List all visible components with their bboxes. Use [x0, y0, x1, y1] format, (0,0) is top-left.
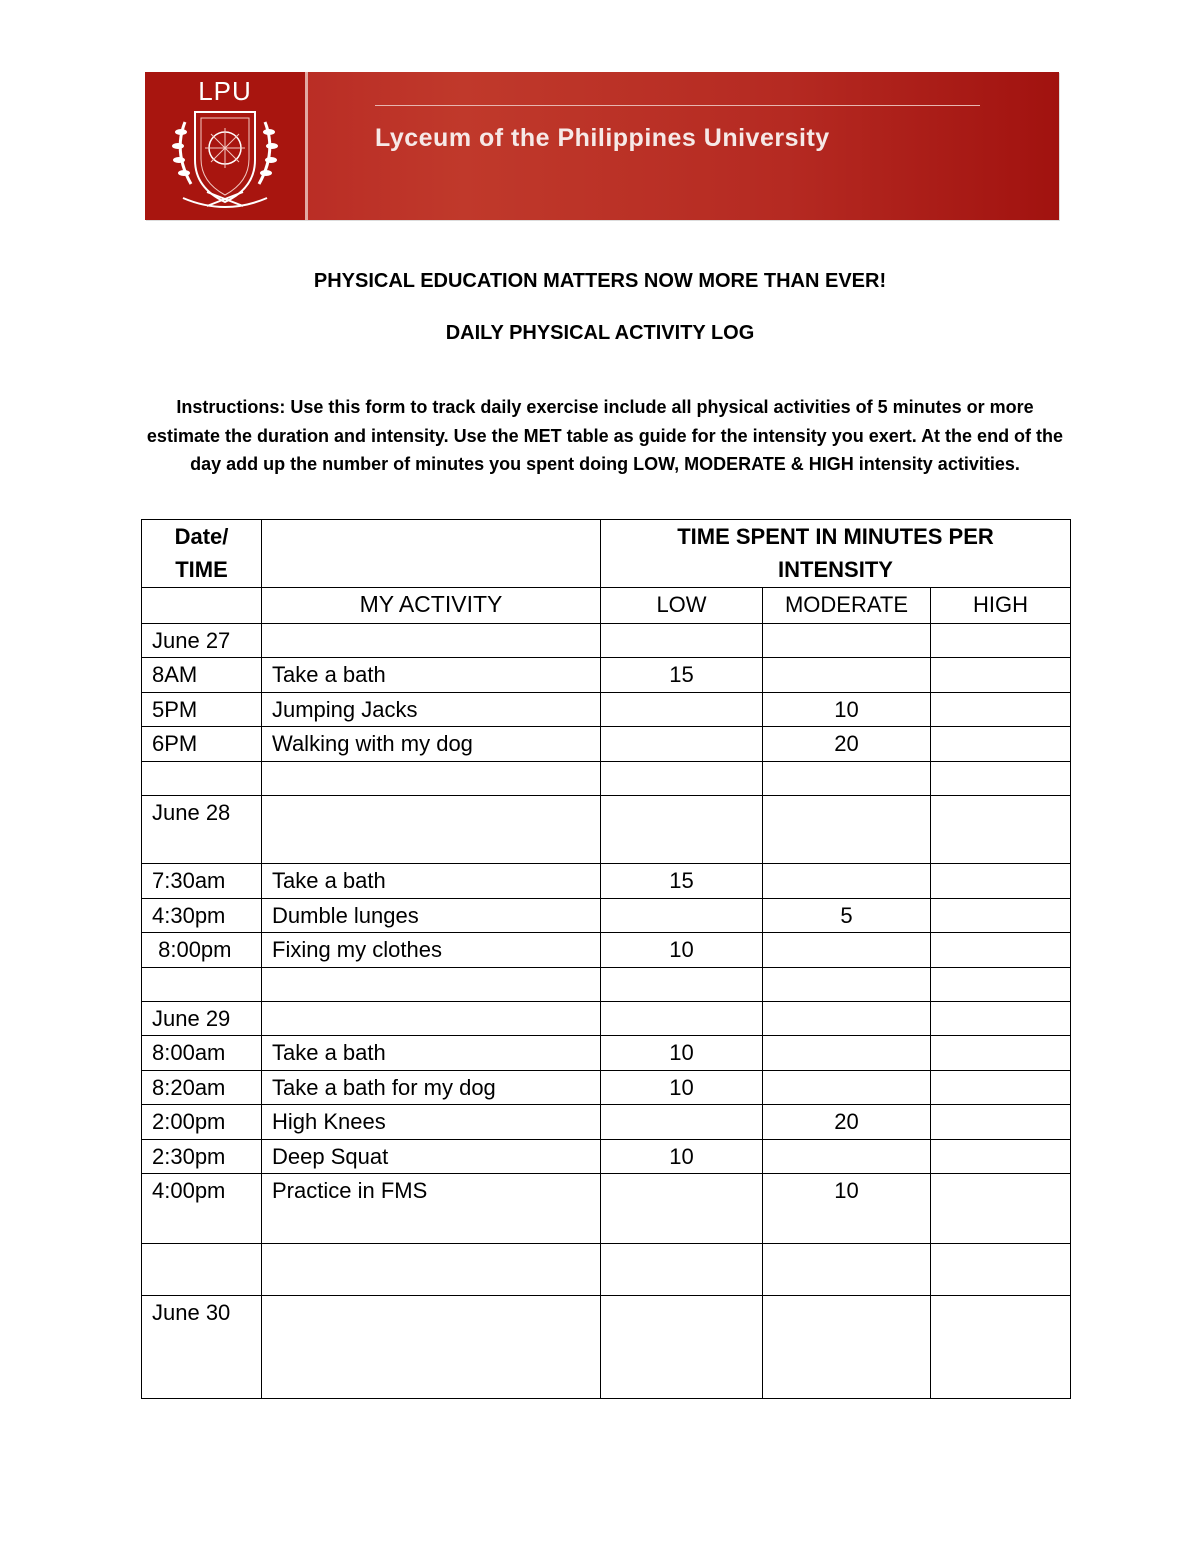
table-row — [142, 1036, 1071, 1071]
table-row — [142, 1140, 1071, 1174]
cell-time — [142, 762, 262, 796]
cell-activity: Walking with my dog — [262, 727, 601, 762]
cell-moderate — [763, 1140, 931, 1174]
cell-moderate — [763, 1002, 931, 1036]
cell-time: June 28 — [142, 796, 262, 864]
cell-high — [931, 933, 1071, 968]
cell-moderate — [763, 933, 931, 968]
header-my-activity: MY ACTIVITY — [262, 588, 601, 624]
table-header-row — [142, 520, 1071, 588]
cell-high — [931, 1174, 1071, 1244]
cell-high — [931, 693, 1071, 727]
cell-moderate: 20 — [763, 1105, 931, 1140]
cell-moderate: 5 — [763, 899, 931, 933]
cell-high — [931, 1071, 1071, 1105]
cell-moderate: 10 — [763, 1174, 931, 1244]
cell-activity: Jumping Jacks — [262, 693, 601, 727]
logo-text: LPU — [198, 76, 252, 106]
cell-time: 4:00pm — [142, 1174, 262, 1244]
cell-moderate — [763, 658, 931, 693]
cell-time: 8:00am — [142, 1036, 262, 1071]
cell-moderate — [763, 762, 931, 796]
cell-moderate — [763, 1244, 931, 1296]
cell-activity: Fixing my clothes — [262, 933, 601, 968]
banner-rule — [375, 105, 980, 106]
cell-moderate — [763, 864, 931, 899]
cell-moderate — [763, 1036, 931, 1071]
table-row — [142, 658, 1071, 693]
cell-time: 8:20am — [142, 1071, 262, 1105]
table-row — [142, 624, 1071, 658]
cell-low: 10 — [601, 1036, 763, 1071]
university-banner — [145, 72, 1059, 220]
cell-high — [931, 1002, 1071, 1036]
cell-low — [601, 624, 763, 658]
table-row — [142, 1174, 1071, 1244]
cell-activity: Take a bath — [262, 864, 601, 899]
cell-low — [601, 1002, 763, 1036]
table-row — [142, 933, 1071, 968]
header-time-spent: TIME SPENT IN MINUTES PER INTENSITY — [601, 520, 1071, 588]
cell-low — [601, 693, 763, 727]
cell-moderate — [763, 968, 931, 1002]
table-row — [142, 1071, 1071, 1105]
cell-high — [931, 796, 1071, 864]
cell-low — [601, 796, 763, 864]
cell-high — [931, 624, 1071, 658]
cell-low: 10 — [601, 933, 763, 968]
subheader-blank — [142, 588, 262, 624]
table-row — [142, 1296, 1071, 1399]
cell-time: 8:00pm — [142, 933, 262, 968]
page-subtitle: DAILY PHYSICAL ACTIVITY LOG — [445, 322, 755, 344]
table-row — [142, 693, 1071, 727]
cell-activity — [262, 1296, 601, 1399]
cell-high — [931, 658, 1071, 693]
cell-high — [931, 1036, 1071, 1071]
cell-activity — [262, 796, 601, 864]
cell-time: 6PM — [142, 727, 262, 762]
table-row — [142, 864, 1071, 899]
cell-moderate — [763, 796, 931, 864]
cell-high — [931, 1140, 1071, 1174]
page-title: PHYSICAL EDUCATION MATTERS NOW MORE THAN EVER! — [313, 270, 887, 292]
cell-high — [931, 1244, 1071, 1296]
cell-high — [931, 727, 1071, 762]
cell-high — [931, 864, 1071, 899]
cell-time: 5PM — [142, 693, 262, 727]
cell-moderate — [763, 624, 931, 658]
cell-moderate: 10 — [763, 693, 931, 727]
table-subheader-row — [142, 588, 1071, 624]
cell-activity — [262, 1244, 601, 1296]
table-row — [142, 1244, 1071, 1296]
cell-time: 2:30pm — [142, 1140, 262, 1174]
cell-activity: Take a bath — [262, 1036, 601, 1071]
table-row — [142, 899, 1071, 933]
cell-high — [931, 899, 1071, 933]
cell-time — [142, 1244, 262, 1296]
cell-time: June 27 — [142, 624, 262, 658]
cell-time: 2:00pm — [142, 1105, 262, 1140]
cell-high — [931, 968, 1071, 1002]
cell-low — [601, 899, 763, 933]
cell-low — [601, 1105, 763, 1140]
header-blank — [262, 520, 601, 588]
cell-activity: Deep Squat — [262, 1140, 601, 1174]
cell-low — [601, 727, 763, 762]
header-moderate: MODERATE — [763, 588, 931, 624]
cell-activity — [262, 624, 601, 658]
cell-high — [931, 1296, 1071, 1399]
header-date-time: Date/ TIME — [142, 520, 262, 588]
cell-activity — [262, 1002, 601, 1036]
cell-high — [931, 762, 1071, 796]
cell-low: 15 — [601, 864, 763, 899]
cell-low — [601, 968, 763, 1002]
cell-activity — [262, 968, 601, 1002]
university-seal-icon — [167, 102, 283, 214]
table-row — [142, 762, 1071, 796]
logo-block — [145, 72, 308, 220]
cell-low — [601, 762, 763, 796]
cell-time: 4:30pm — [142, 899, 262, 933]
cell-low: 15 — [601, 658, 763, 693]
cell-low — [601, 1174, 763, 1244]
cell-moderate — [763, 1296, 931, 1399]
cell-time — [142, 968, 262, 1002]
cell-activity: Take a bath for my dog — [262, 1071, 601, 1105]
cell-low: 10 — [601, 1140, 763, 1174]
cell-low — [601, 1296, 763, 1399]
table-row — [142, 796, 1071, 864]
cell-activity: Practice in FMS — [262, 1174, 601, 1244]
cell-low: 10 — [601, 1071, 763, 1105]
table-row — [142, 1002, 1071, 1036]
cell-high — [931, 1105, 1071, 1140]
cell-activity: Take a bath — [262, 658, 601, 693]
table-row — [142, 727, 1071, 762]
table-row — [142, 1105, 1071, 1140]
cell-activity: Dumble lunges — [262, 899, 601, 933]
header-low: LOW — [601, 588, 763, 624]
table-row — [142, 968, 1071, 1002]
cell-low — [601, 1244, 763, 1296]
cell-activity — [262, 762, 601, 796]
cell-moderate: 20 — [763, 727, 931, 762]
cell-time: 7:30am — [142, 864, 262, 899]
instructions-text: Instructions: Use this form to track daily exercise include all physical activities of 5 minutes or more estimate the duration and intensity. Use the MET table as guide for the intensity you exert. At the end of the day add up the number of minutes you spent doing LOW, MODERATE & HIGH intensity activities. — [146, 397, 1064, 474]
cell-moderate — [763, 1071, 931, 1105]
cell-time: June 30 — [142, 1296, 262, 1399]
cell-time: June 29 — [142, 1002, 262, 1036]
university-name: Lyceum of the Philippines University — [375, 124, 830, 152]
cell-activity: High Knees — [262, 1105, 601, 1140]
cell-time: 8AM — [142, 658, 262, 693]
header-high: HIGH — [931, 588, 1071, 624]
activity-log-table — [141, 519, 1071, 1399]
